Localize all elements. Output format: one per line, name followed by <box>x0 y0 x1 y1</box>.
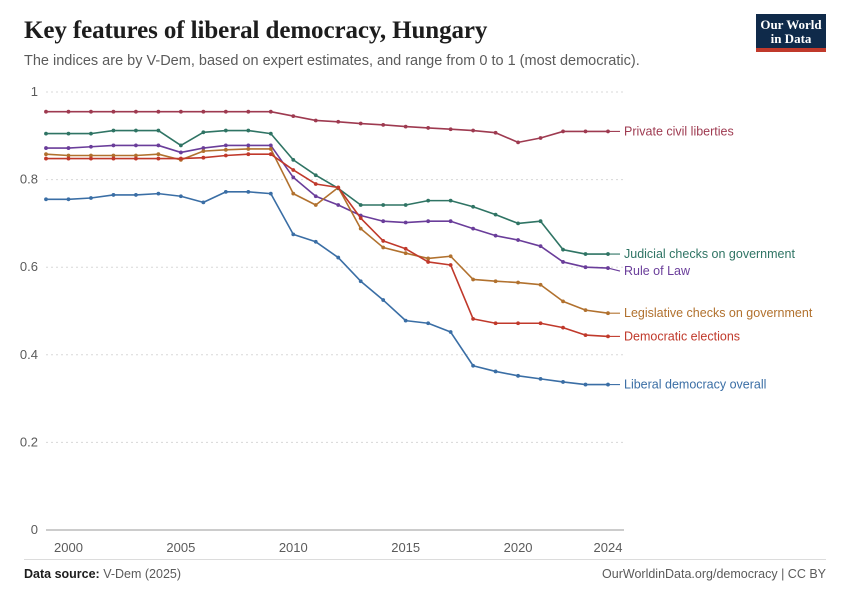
series-point[interactable] <box>134 157 138 161</box>
series-point[interactable] <box>157 144 161 148</box>
series-point[interactable] <box>381 203 385 207</box>
series-point[interactable] <box>584 252 588 256</box>
series-point[interactable] <box>426 257 430 261</box>
series-point[interactable] <box>44 157 48 161</box>
chart-svg <box>0 78 850 558</box>
series-point[interactable] <box>179 157 183 161</box>
x-axis-tick-label: 2010 <box>278 540 308 555</box>
series-point[interactable] <box>494 213 498 217</box>
series-point[interactable] <box>494 234 498 238</box>
series-point[interactable] <box>381 239 385 243</box>
series-point[interactable] <box>426 260 430 264</box>
series-point[interactable] <box>359 227 363 231</box>
series-point[interactable] <box>494 131 498 135</box>
series-point[interactable] <box>44 132 48 136</box>
series-point[interactable] <box>336 256 340 260</box>
series-point[interactable] <box>471 227 475 231</box>
series-point[interactable] <box>561 260 565 264</box>
series-point[interactable] <box>449 219 453 223</box>
series-point[interactable] <box>426 199 430 203</box>
data-source-label: Data source: <box>24 567 100 581</box>
series-point[interactable] <box>44 197 48 201</box>
series-point[interactable] <box>269 192 273 196</box>
y-axis-tick-label: 0.8 <box>19 171 38 187</box>
series-point[interactable] <box>561 380 565 384</box>
series-point[interactable] <box>539 377 543 381</box>
series-point[interactable] <box>269 152 273 156</box>
series-point[interactable] <box>67 197 71 201</box>
series-point[interactable] <box>179 110 183 114</box>
series-point[interactable] <box>359 203 363 207</box>
series-point[interactable] <box>112 110 116 114</box>
series-point[interactable] <box>381 246 385 250</box>
series-point[interactable] <box>584 383 588 387</box>
series-label-connector <box>608 268 620 271</box>
series-label[interactable]: Liberal democracy overall <box>624 377 767 392</box>
series-point[interactable] <box>157 129 161 133</box>
series-point[interactable] <box>381 219 385 223</box>
series-point[interactable] <box>89 132 93 136</box>
series-point[interactable] <box>314 182 318 186</box>
x-axis-tick-label: 2015 <box>391 540 421 555</box>
series-point[interactable] <box>179 144 183 148</box>
series-point[interactable] <box>291 114 295 118</box>
series-point[interactable] <box>539 244 543 248</box>
series-point[interactable] <box>246 110 250 114</box>
logo-line-2: in Data <box>770 31 812 46</box>
chart-footer <box>24 559 826 588</box>
series-point[interactable] <box>89 110 93 114</box>
series-point[interactable] <box>89 196 93 200</box>
series-point[interactable] <box>44 110 48 114</box>
site-link[interactable]: OurWorldinData.org/democracy <box>602 567 778 581</box>
series-point[interactable] <box>449 263 453 267</box>
y-axis-tick-label: 0 <box>30 522 38 537</box>
series-point[interactable] <box>426 126 430 130</box>
series-point[interactable] <box>112 144 116 148</box>
series-point[interactable] <box>471 278 475 282</box>
series-point[interactable] <box>134 129 138 133</box>
series-point[interactable] <box>404 125 408 129</box>
series-point[interactable] <box>584 333 588 337</box>
series-point[interactable] <box>404 203 408 207</box>
series-point[interactable] <box>224 190 228 194</box>
y-axis-tick-label: 0.4 <box>19 346 38 362</box>
series-point[interactable] <box>224 110 228 114</box>
series-point[interactable] <box>134 193 138 197</box>
series-point[interactable] <box>426 321 430 325</box>
series-point[interactable] <box>561 130 565 134</box>
series-point[interactable] <box>584 130 588 134</box>
series-point[interactable] <box>516 281 520 285</box>
series-point[interactable] <box>67 132 71 136</box>
series-point[interactable] <box>224 154 228 158</box>
series-point[interactable] <box>359 279 363 283</box>
series-label[interactable]: Private civil liberties <box>624 124 734 139</box>
series-point[interactable] <box>201 149 205 153</box>
attribution <box>602 567 826 581</box>
series-point[interactable] <box>471 129 475 133</box>
x-axis-tick-label: 2024 <box>593 540 623 555</box>
series-point[interactable] <box>67 110 71 114</box>
series-point[interactable] <box>67 146 71 150</box>
series-point[interactable] <box>89 145 93 149</box>
owid-logo[interactable] <box>756 14 826 52</box>
series-point[interactable] <box>291 168 295 172</box>
series-point[interactable] <box>539 219 543 223</box>
series-point[interactable] <box>516 238 520 242</box>
series-line[interactable] <box>46 149 608 313</box>
series-point[interactable] <box>359 216 363 220</box>
series-point[interactable] <box>449 127 453 131</box>
series-line[interactable] <box>46 192 608 385</box>
series-point[interactable] <box>291 158 295 162</box>
series-point[interactable] <box>314 119 318 123</box>
series-point[interactable] <box>561 326 565 330</box>
series-point[interactable] <box>471 364 475 368</box>
series-point[interactable] <box>381 298 385 302</box>
series-line[interactable] <box>46 131 608 255</box>
page-title: Key features of liberal democracy, Hungary <box>24 17 488 44</box>
series-point[interactable] <box>246 144 250 148</box>
series-point[interactable] <box>112 157 116 161</box>
series-point[interactable] <box>67 157 71 161</box>
series-label[interactable]: Rule of Law <box>624 264 691 279</box>
series-point[interactable] <box>246 129 250 133</box>
series-point[interactable] <box>224 144 228 148</box>
series-point[interactable] <box>291 232 295 236</box>
series-point[interactable] <box>516 222 520 226</box>
series-point[interactable] <box>157 110 161 114</box>
series-point[interactable] <box>269 147 273 151</box>
series-point[interactable] <box>516 374 520 378</box>
series-point[interactable] <box>44 146 48 150</box>
series-point[interactable] <box>269 144 273 148</box>
series-point[interactable] <box>291 192 295 196</box>
series-point[interactable] <box>112 193 116 197</box>
series-label[interactable]: Judicial checks on government <box>624 247 795 262</box>
logo-line-1: Our World <box>760 17 822 32</box>
series-point[interactable] <box>584 308 588 312</box>
x-axis-tick-label: 2020 <box>503 540 533 555</box>
series-point[interactable] <box>224 129 228 133</box>
series-point[interactable] <box>157 152 161 156</box>
series-point[interactable] <box>291 176 295 180</box>
series-point[interactable] <box>157 192 161 196</box>
series-point[interactable] <box>449 199 453 203</box>
y-axis-tick-label: 0.2 <box>19 434 38 450</box>
series-point[interactable] <box>201 130 205 134</box>
y-axis-tick-label: 1 <box>30 84 38 99</box>
series-point[interactable] <box>471 317 475 321</box>
series-point[interactable] <box>336 120 340 124</box>
series-point[interactable] <box>539 283 543 287</box>
series-point[interactable] <box>426 219 430 223</box>
series-point[interactable] <box>314 194 318 198</box>
series-point[interactable] <box>314 240 318 244</box>
page-subtitle: The indices are by V-Dem, based on expert estimates, and range from 0 to 1 (most democratic). <box>24 52 640 69</box>
series-point[interactable] <box>404 247 408 251</box>
series-point[interactable] <box>314 203 318 207</box>
y-axis-tick-label: 0.6 <box>19 259 38 275</box>
chart-header <box>24 16 826 70</box>
series-point[interactable] <box>336 186 340 190</box>
series-point[interactable] <box>134 144 138 148</box>
series-point[interactable] <box>494 279 498 283</box>
series-point[interactable] <box>561 248 565 252</box>
series-point[interactable] <box>201 156 205 160</box>
series-point[interactable] <box>516 140 520 144</box>
series-point[interactable] <box>404 319 408 323</box>
series-line[interactable] <box>46 112 608 143</box>
x-axis-tick-label: 2005 <box>166 540 196 555</box>
x-axis-tick-label: 2000 <box>54 540 83 555</box>
series-point[interactable] <box>134 110 138 114</box>
series-point[interactable] <box>179 151 183 155</box>
series-point[interactable] <box>157 157 161 161</box>
series-point[interactable] <box>269 110 273 114</box>
line-chart[interactable] <box>0 78 850 558</box>
series-point[interactable] <box>246 190 250 194</box>
series-point[interactable] <box>179 194 183 198</box>
series-point[interactable] <box>516 321 520 325</box>
series-point[interactable] <box>494 321 498 325</box>
data-source-value: V-Dem (2025) <box>103 567 182 581</box>
series-point[interactable] <box>201 200 205 204</box>
series-point[interactable] <box>449 254 453 258</box>
series-point[interactable] <box>44 152 48 156</box>
series-point[interactable] <box>336 203 340 207</box>
series-label[interactable]: Democratic elections <box>624 329 741 344</box>
series-point[interactable] <box>494 370 498 374</box>
series-point[interactable] <box>404 251 408 255</box>
series-point[interactable] <box>246 152 250 156</box>
separator: | <box>781 567 785 581</box>
license[interactable]: CC BY <box>787 567 826 581</box>
series-point[interactable] <box>201 110 205 114</box>
series-point[interactable] <box>449 330 453 334</box>
series-point[interactable] <box>112 129 116 133</box>
series-point[interactable] <box>89 157 93 161</box>
series-point[interactable] <box>471 205 475 209</box>
series-point[interactable] <box>314 173 318 177</box>
series-point[interactable] <box>381 123 385 127</box>
series-point[interactable] <box>359 122 363 126</box>
series-point[interactable] <box>224 148 228 152</box>
series-point[interactable] <box>584 265 588 269</box>
series-point[interactable] <box>269 132 273 136</box>
series-point[interactable] <box>246 147 250 151</box>
data-source <box>24 567 181 581</box>
series-point[interactable] <box>561 299 565 303</box>
series-point[interactable] <box>404 221 408 225</box>
series-point[interactable] <box>539 321 543 325</box>
series-point[interactable] <box>539 136 543 140</box>
series-label[interactable]: Legislative checks on government <box>624 306 813 321</box>
